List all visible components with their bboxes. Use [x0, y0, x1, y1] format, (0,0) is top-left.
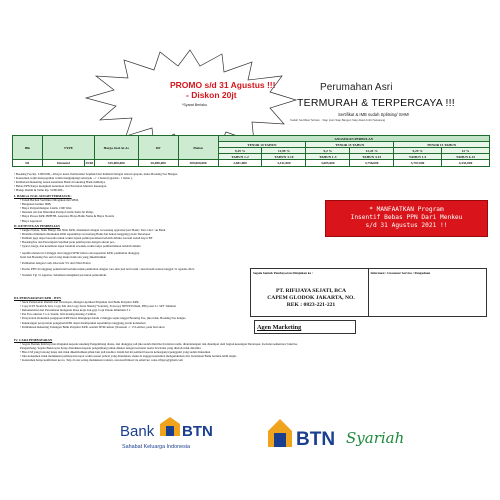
year-cell: TAHUN 3-10 — [262, 154, 306, 160]
cell-installment: 3,797,000 — [394, 160, 442, 167]
banner-line: s/d 31 Agustus 2021 !! — [365, 222, 448, 229]
marketing-agent-box — [254, 320, 356, 334]
list-item: • Jangka Waktu, Suku Bunga dan Nilai KPR, ditentukan dengan wewenang appraiser/pers Bank / Pers vitel / an Bank — [14, 228, 324, 232]
syariah-script-word: Syariah — [346, 429, 405, 447]
list-item: • Biaya Proses KPR, BPHTB, Asuransi, Biaya Balik Nama & Biaya Notaris — [14, 214, 314, 218]
table-row — [13, 160, 490, 167]
year-cell: TAHUN 6-15 — [442, 154, 490, 160]
list-item: • Pas Foto ukuran 3 x 4, Suami, Istri masing-masing 2 lembar — [14, 312, 344, 316]
header-tenor-10a: TENOR 10 TAHUN — [218, 142, 306, 148]
btn-syariah-word: BTN — [296, 429, 336, 450]
list-item: • Hadap Damm & Temu Rp. 5.000.000,- — [14, 188, 314, 192]
btn-house-icon — [160, 417, 180, 436]
marketing-agent-label: Agen Marketing — [257, 324, 302, 331]
btn-tagline: Sahabat Keluarga Indonesia — [122, 444, 191, 450]
cell-plafon: 309,000,000 — [178, 160, 218, 167]
cell-price: 329,000,000 — [94, 160, 138, 167]
certificate-subnote: Sudah Sertifikat Terbaru - Siap Huni Siap Bangun Siap Akad Ambil Sekarang — [290, 118, 386, 122]
promo-discount: - Diskon 20jt — [186, 90, 237, 100]
header-blk: Blk — [13, 136, 43, 160]
customer-service-cell — [368, 269, 487, 317]
cell-blk: D1 — [13, 160, 43, 167]
rate-cell: 9,2 % — [306, 148, 350, 154]
list-item: • Syarat, harga, dan ketentuan dapat berubah sewaktu-waktu tanpa pemberitahuan terlebih dahulu — [14, 244, 324, 248]
rate-cell: 9,29 % — [394, 148, 442, 154]
company-bank: PT. RIFIJAYA SEJATI, BCA — [275, 288, 347, 294]
list-item: • Booking Fee Rp. 5.000.000,- dibayar tunai, Pembatalan Sepihak Dari Pembeli Dengan Alasan apapun, maka Booking Fee Hangus. — [14, 172, 314, 176]
banner-line: Insentif Bebas PPN Dari Menkeu — [350, 214, 463, 221]
bank-account-details — [252, 274, 370, 309]
bank-btn-logo — [120, 414, 236, 454]
list-item: • Pembukaan Rekening Tabungan Bank Penyalur KPR, setelah SP3K keluar (Nasional -> 15 Lembar, pada hari akad — [14, 325, 344, 329]
cell-installment: 2,681,000 — [218, 160, 262, 167]
list-item: • Biaya Penyambungan Listrik 1300 Watt, — [14, 206, 314, 210]
list-item: • Bangunan berikut IMB, — [14, 202, 314, 206]
header-type: TYPE — [42, 136, 94, 160]
header-tenor-15a: TENOR 15 TAHUN — [306, 142, 394, 148]
bank-word: Bank — [120, 423, 155, 440]
list-item: • Konsumen wajib menyegelkan velum mengunjungi sebanyak --> 1 bulan (tagarlan : 1 bulan ). — [14, 176, 314, 180]
section-payment — [14, 338, 484, 363]
section-included — [14, 194, 314, 223]
certificate-note: Sertifikat & IMB sudah Splitsing/ SHM! — [338, 112, 410, 117]
banner-line: * MANFAATKAN Program — [369, 206, 444, 213]
list-item: • Segala Bentuk Pembayaran ditujukan kepada rekening Pengembang diatas, dan dianggap sah jika sudah diterima Kwitansi resmi, ditandatangani dan distempel oleh bagian keuangan Developer, kwitansi sementara/ bukti ke — [14, 342, 484, 346]
year-cell: TAHUN 1-3 — [306, 154, 350, 160]
header-installments: ANGSURAN PERBULAN — [218, 136, 489, 142]
list-item: • Pembelaan Rekening sesuai ketentuan Bank di rekening Bank milikinya — [14, 180, 314, 184]
list-item: • Bebas PPN hanya mengikuti ketentuan dari Peraturan Menteri Keuangan — [14, 184, 314, 188]
list-item: • Standart Tgl 31 Agustus, Sebelikan mengikuti peraturan pemerintah. — [14, 273, 324, 277]
list-item: • Kekurangan persyaratan pengajuan KPR dapat disampaikan sepenuhnya tanggung jawab konsumen — [14, 321, 344, 325]
list-item: • Biaya Appraisal — [14, 219, 314, 223]
rate-cell: 11,99 % — [262, 148, 306, 154]
year-cell: TAHUN 1-2 — [218, 154, 262, 160]
cell-dp: 20,000,000 — [138, 160, 178, 167]
list-item: • Rekomendasi dari Perusahaan mengenai masa kerja dan gaji, Copi Pokok minimum 3 x — [14, 308, 344, 312]
list-item: • Konsumen harap konfirmasi ke no. Telp di atas setiap melakukan transfer, atau konfirmasi via email ke: sales.riftjaya@gmail.com — [14, 358, 484, 362]
list-item: • Jika konsumen tidak melakukan pembayaran tepat waktu sesuai jadwal yang ditentukan, maka di anggap konsumen mengundurkan diri, Ketentuan Bank berlaku lebih lanjut. — [14, 354, 484, 358]
price-table — [12, 135, 490, 167]
account-number: REK : 0823-221-221 — [286, 302, 336, 308]
list-item: • Apabila melewati 2 minggu dari tanggal SP3K bahwa ada kepastian KPR, pembelian dianggap — [14, 251, 324, 255]
list-item: • Pembelian dengan Cash, Discount 5% dari Nilai Plafon — [14, 261, 324, 265]
cell-size: 29/60 — [85, 161, 94, 165]
promo-footnote: *Syarat Berlaku — [182, 103, 207, 107]
bank-branch: CAPEM GLODOK JAKARTA, NO. — [267, 295, 355, 301]
btn-syariah-house-icon — [268, 419, 292, 447]
cell-type: Diamond — [42, 160, 84, 167]
list-item: • Ditetima minimum ditentukan KPR sepenuhnya wewenang Bank dan bukan tanggung jawab Developer — [14, 232, 324, 236]
header-tenor-15b: TENOR 15 TAHUN — [394, 142, 490, 148]
booking-notes — [14, 172, 314, 192]
payment-destination-label: Segala bentuk Pembayaran Ditujukan ke : — [253, 271, 313, 275]
ppn-incentive-banner — [325, 200, 488, 237]
rate-cell: 12 % — [442, 148, 490, 154]
list-item: • Persyaratan Dokumen pengajuan KPR harus dilengkapi dalam 2 minggu sejak tanggal Booking Fee, jika tidak, Booking Fee hangus — [14, 316, 344, 320]
cell-installment: 3,005,000 — [306, 160, 350, 167]
section-title: II. KETENTUAN PEMBELIAN — [14, 224, 60, 228]
section-title: III. PERSYARATAN KPR - BTN — [14, 296, 61, 300]
list-item: • Booking/fee dan Persetujuan Sepihak pada pembayaran dengan aturan per... — [14, 240, 324, 244]
rate-cell: 12,25 % — [350, 148, 394, 154]
section-title: IV. CARA PEMBAYARAN — [14, 338, 53, 342]
btn-word: BTN — [182, 423, 213, 440]
list-item: • Surat Pemesanan Rumah dari Developer, Mengisi Aplikasi Pinjaman dari Bank Penyalur KPR. — [14, 300, 344, 304]
list-item: • Tanah Berikut Sertifikat Dibagikan/dan SHM, — [14, 198, 314, 202]
list-item: batal dan Booking Fee serta Uang muka tidak ada yang dikembalikan — [20, 254, 107, 259]
rate-cell: 9,29 % — [218, 148, 262, 154]
header-dp: DP — [138, 136, 178, 160]
cell-installment: 4,433,000 — [442, 160, 490, 167]
list-item: • Copy KTP Suami & Istri, Copy KK dan Copy Surat Nikah (*Gandar), Fotocopy NPWP Pribadi, PPh pasal 21, SPT Tahunan — [14, 304, 344, 308]
list-item: Pengembang. Segala Bukti serta harap diterahkan kepada pengembang untuk ditukar dengan kwitansi resmi. Kwitansi yang diterah tidak diterima. — [20, 346, 202, 351]
btn-syariah-logo — [266, 411, 408, 455]
development-name: Perumahan Asri — [320, 82, 393, 93]
promo-headline: PROMO s/d 31 Agustus !!! — [170, 80, 276, 90]
list-item: • Promo PPN di tanggung pemerintah berlaku untuk pembelian dengan cara akta jual beli resmi / akad kredit selesai tanggal 31 agustus 2021. — [14, 267, 324, 271]
customer-service-label: Informasi / Customer Service / Pengaduan — [370, 271, 431, 275]
year-cell: TAHUN 1-5 — [394, 154, 442, 160]
list-item: • Bisa CM yang bobong lunas dan tidak dikembalikan pihak lain jadi kreditor dalam hal ini pembeli beserta keluarganya/pengganti yang sudah diakadkan — [14, 350, 484, 354]
header-plafon: Plafon — [178, 136, 218, 160]
list-item: • Pembeli juga dapat bersedia untuk waktu tujuan pembayarankan berlebih dahulu, kecuali sudah bayar BF — [14, 236, 324, 240]
cell-installment: 3,758,000 — [350, 160, 394, 167]
development-tagline: TERMURAH & TERPERCAYA !!! — [297, 97, 455, 109]
list-item: • Instalasi Air dan Diberikan Pompa Listrik Semi Jet Pump, — [14, 210, 314, 214]
year-cell: TAHUN 4-15 — [350, 154, 394, 160]
header-price: Harga Jual Ai-As — [94, 136, 138, 160]
section-title: I. HARGA JUAL SUDAH TERMASUK: — [14, 194, 72, 198]
cell-installment: 3,511,000 — [262, 160, 306, 167]
